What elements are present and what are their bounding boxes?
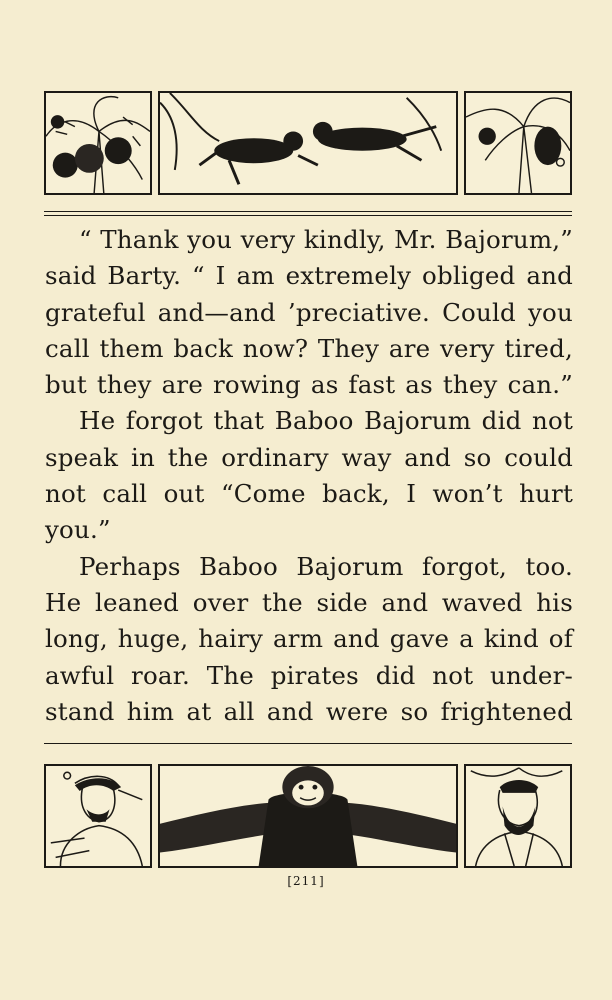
bottom-illustration-strip (44, 764, 572, 870)
monkeys-in-tree-illustration (44, 91, 152, 195)
text-line: grateful and—and ’preciative. Could you (45, 297, 573, 327)
text-line: He forgot that Baboo Bajorum did not (79, 406, 573, 436)
monkey-in-palm-illustration (464, 91, 572, 195)
text-line: but they are rowing as fast as they can.” (45, 370, 573, 400)
text-line: stand him at all and were so frightened (45, 696, 573, 726)
pirate-bandana-illustration (44, 764, 152, 868)
bearded-pirate-illustration (464, 764, 572, 868)
top-illustration-strip (44, 91, 572, 197)
text-line: He leaned over the side and waved his (45, 587, 573, 617)
gorilla-waving-illustration (158, 764, 458, 868)
text-line: you.” (45, 515, 111, 545)
text-line: call them back now? They are very tired, (45, 333, 573, 363)
text-line: long, huge, hairy arm and gave a kind of (45, 624, 573, 654)
text-line: speak in the ordinary way and so could (45, 442, 573, 472)
bottom-rule (44, 743, 572, 744)
text-line: awful roar. The pirates did not under- (45, 660, 573, 690)
text-line: “ Thank you very kindly, Mr. Bajorum,” (79, 225, 573, 254)
text-line: said Barty. “ I am extremely obliged and (45, 261, 573, 291)
monkeys-swinging-illustration (158, 91, 458, 195)
top-rule-thin (44, 215, 572, 216)
body-text (45, 222, 573, 730)
text-line: not call out “Come back, I won’t hurt (45, 479, 573, 509)
text-line: Perhaps Baboo Bajorum forgot, too. (79, 551, 573, 581)
page-number: [211] (287, 874, 325, 888)
top-rule (44, 211, 572, 212)
